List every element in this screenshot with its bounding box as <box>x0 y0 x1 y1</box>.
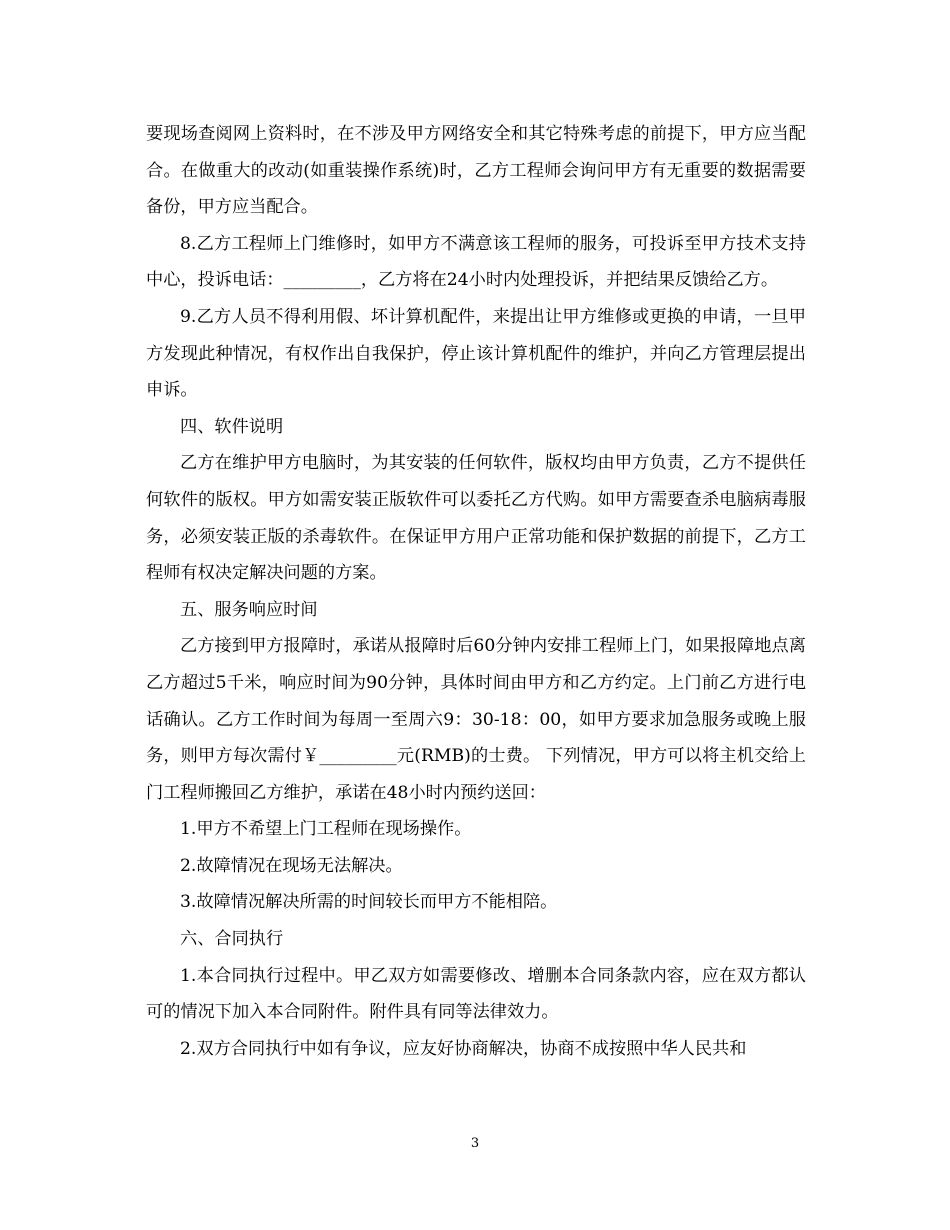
response-item-3: 3.故障情况解决所需的时间较长而甲方不能相陪。 <box>180 892 558 913</box>
execution-item-1: 1.本合同执行过程中。甲乙双方如需要修改、增删本合同条款内容，应在双方都认可的情况下加入本合同附件。附件具有同等法律效力。 <box>146 965 806 1023</box>
page-number: 3 <box>470 1136 480 1151</box>
section-heading-response-time: 五、服务响应时间 <box>180 599 318 620</box>
paragraph-response-time: 乙方接到甲方报障时，承诺从报障时后60分钟内安排工程师上门，如果报障地点离乙方超过5千米，响应时间为90分钟，具体时间由甲方和乙方约定。上门前乙方进行电话确认。乙方工作时间为每周一至周六9：30-18：00，如甲方要求加急服务或晚上服务，则甲方每次需付￥_________元(RMB)的士费。 下列情况，甲方可以将主机交给上门工程师搬回乙方维护，承诺在48小时内预约送回： <box>146 636 806 803</box>
execution-item-2: 2.双方合同执行中如有争议，应友好协商解决，协商不成按照中华人民共和 <box>180 1038 747 1059</box>
section-heading-contract-execution: 六、合同执行 <box>180 929 284 950</box>
paragraph-software: 乙方在维护甲方电脑时，为其安装的任何软件，版权均由甲方负责，乙方不提供任何软件的版权。甲方如需安装正版软件可以委托乙方代购。如甲方需要查杀电脑病毒服务，必须安装正版的杀毒软件。在保证甲方用户正常功能和保护数据的前提下，乙方工程师有权决定解决问题的方案。 <box>146 453 806 584</box>
clause-8: 8.乙方工程师上门维修时，如甲方不满意该工程师的服务，可投诉至甲方技术支持中心，投诉电话：_________，乙方将在24小时内处理投诉，并把结果反馈给乙方。 <box>146 233 806 291</box>
document-body <box>146 116 806 1067</box>
paragraph-continuation: 要现场查阅网上资料时，在不涉及甲方网络安全和其它特殊考虑的前提下，甲方应当配合。在做重大的改动(如重装操作系统)时，乙方工程师会询问甲方有无重要的数据需要备份，甲方应当配合。 <box>146 124 806 218</box>
response-item-1: 1.甲方不希望上门工程师在现场操作。 <box>180 819 472 840</box>
response-item-2: 2.故障情况在现场无法解决。 <box>180 855 403 876</box>
section-heading-software: 四、软件说明 <box>180 416 284 437</box>
clause-9: 9.乙方人员不得利用假、坏计算机配件，来提出让甲方维修或更换的申请，一旦甲方发现此种情况，有权作出自我保护，停止该计算机配件的维护，并向乙方管理层提出申诉。 <box>146 306 806 401</box>
